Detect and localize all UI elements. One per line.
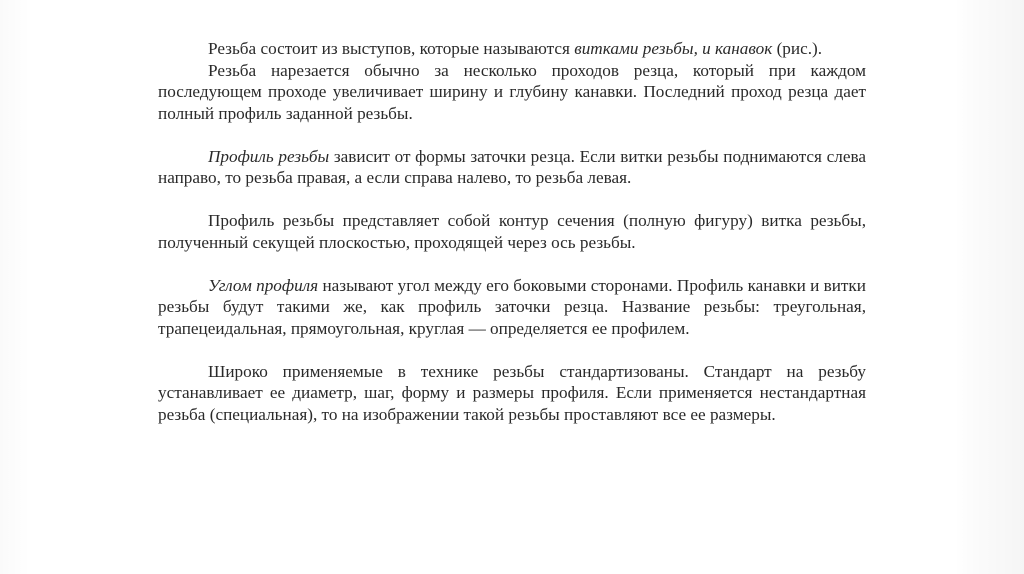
paragraph-thread-structure [158,38,866,60]
paragraph-text: Резьба состоит из выступов, которые называются [208,39,575,58]
term-profile-angle: Углом профиля [208,275,319,295]
paragraph-profile-angle [158,275,866,340]
paragraph-standardization: Широко применяемые в технике резьбы стандартизованы. Стандарт на резьбу устанавливает ее диаметр, шаг, форму и размеры профиля. Если применяется нестандартная резьба (специальная), то на изображении такой резьбы проставляют все ее размеры. [158,361,866,424]
paragraph-text: зависит от формы заточки резца. Если витки резьбы поднимаются слева направо, то резьба правая, а если справа налево, то резьба левая. [158,146,866,187]
term-thread-turns-and-grooves: витками резьбы, и канавок [574,39,773,58]
paragraph-profile-definition: Профиль резьбы представляет собой контур сечения (полную фигуру) витка резьбы, полученный секущей плоскостью, проходящей через ось резьбы. [158,211,866,252]
paragraph-thread-cutting: Резьба нарезается обычно за несколько проходов резца, который при каждом последующем проходе увеличивает ширину и глубину канавки. Последний проход резца дает полный профиль заданной резьбы. [158,60,866,123]
paragraph-text: (рис.). [772,39,823,58]
document-body [158,38,866,425]
page-shadow-left [0,0,30,574]
paragraph-thread-profile-direction [158,146,866,189]
term-thread-profile: Профиль резьбы [208,146,330,166]
paragraph-text: называют угол между его боковыми сторонами. Профиль канавки и витки резьбы будут такими же, как профиль заточки резца. Название резьбы: треугольная, трапецеидальная, прямоугольная, круглая — определяется ее профилем. [158,275,866,338]
page-shadow-right [954,0,1024,574]
